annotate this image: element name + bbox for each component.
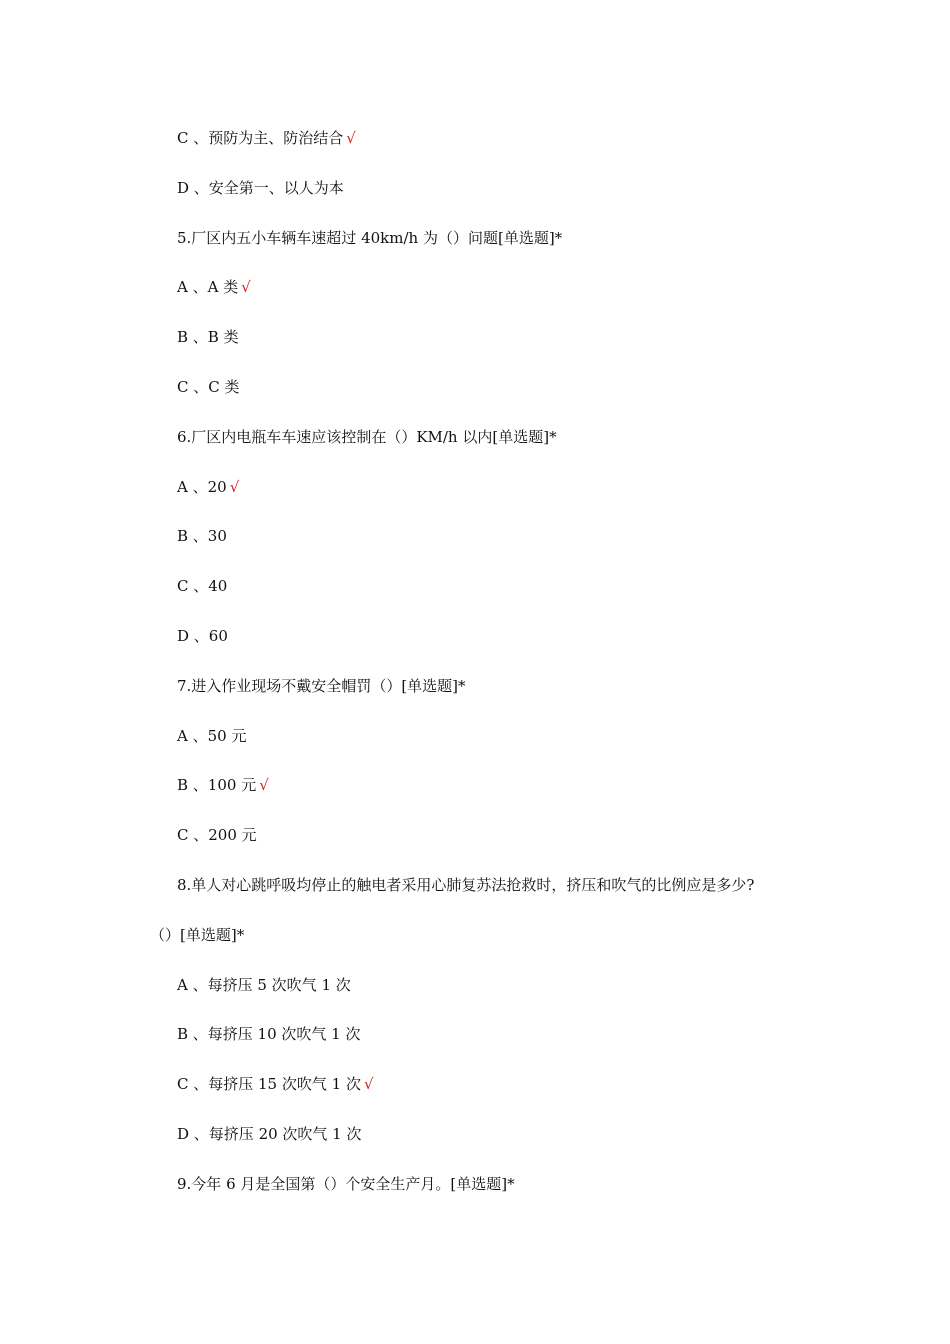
question-text: （）[单选题]* (150, 926, 245, 944)
option-text: B 、B 类 (177, 328, 239, 346)
option-text: C 、预防为主、防治结合 (177, 129, 344, 147)
option-text: C 、每挤压 15 次吹气 1 次 (177, 1075, 361, 1093)
question-line (177, 427, 557, 447)
option-line (177, 1024, 361, 1044)
option-line (177, 477, 239, 497)
option-text: C 、200 元 (177, 826, 257, 844)
question-text: 9.今年 6 月是全国第（）个安全生产月。[单选题]* (177, 1175, 515, 1193)
option-line (177, 178, 344, 198)
option-text: B 、100 元 (177, 776, 257, 794)
question-line (177, 1174, 515, 1194)
question-line (177, 676, 466, 696)
option-text: C 、40 (177, 577, 228, 595)
check-mark-icon: √ (346, 129, 356, 147)
option-line (177, 526, 227, 546)
option-text: D 、每挤压 20 次吹气 1 次 (177, 1125, 362, 1143)
question-text: 8.单人对心跳呼吸均停止的触电者采用心肺复苏法抢救时，挤压和吹气的比例应是多少? (177, 876, 755, 894)
question-line (177, 228, 562, 248)
option-text: D 、安全第一、以人为本 (177, 179, 344, 197)
question-text: 6.厂区内电瓶车车速应该控制在（）KM/h 以内[单选题]* (177, 428, 557, 446)
question-continuation (150, 925, 244, 945)
check-mark-icon: √ (229, 478, 240, 496)
option-text: A 、每挤压 5 次吹气 1 次 (177, 976, 351, 994)
option-text: A 、20 (177, 478, 227, 496)
check-mark-icon: √ (259, 776, 269, 794)
question-line (177, 875, 754, 895)
option-text: D 、60 (177, 627, 228, 645)
option-line (177, 576, 227, 596)
check-mark-icon: √ (363, 1075, 374, 1093)
option-line (177, 775, 269, 795)
option-text: C 、C 类 (177, 378, 240, 396)
option-line (177, 726, 246, 746)
option-line (177, 277, 251, 297)
option-line (177, 825, 257, 845)
option-text: B 、30 (177, 527, 227, 545)
option-line (177, 377, 240, 397)
option-line (177, 1074, 374, 1094)
option-text: A 、A 类 (177, 278, 239, 296)
option-line (177, 327, 239, 347)
question-text: 5.厂区内五小车辆车速超过 40km/h 为（）问题[单选题]* (177, 229, 563, 247)
option-text: B 、每挤压 10 次吹气 1 次 (177, 1025, 361, 1043)
check-mark-icon: √ (241, 278, 251, 296)
option-line (177, 1124, 362, 1144)
question-text: 7.进入作业现场不戴安全帽罚（）[单选题]* (177, 677, 466, 695)
option-line (177, 128, 356, 148)
option-text: A 、50 元 (177, 727, 247, 745)
option-line (177, 626, 228, 646)
option-line (177, 975, 351, 995)
